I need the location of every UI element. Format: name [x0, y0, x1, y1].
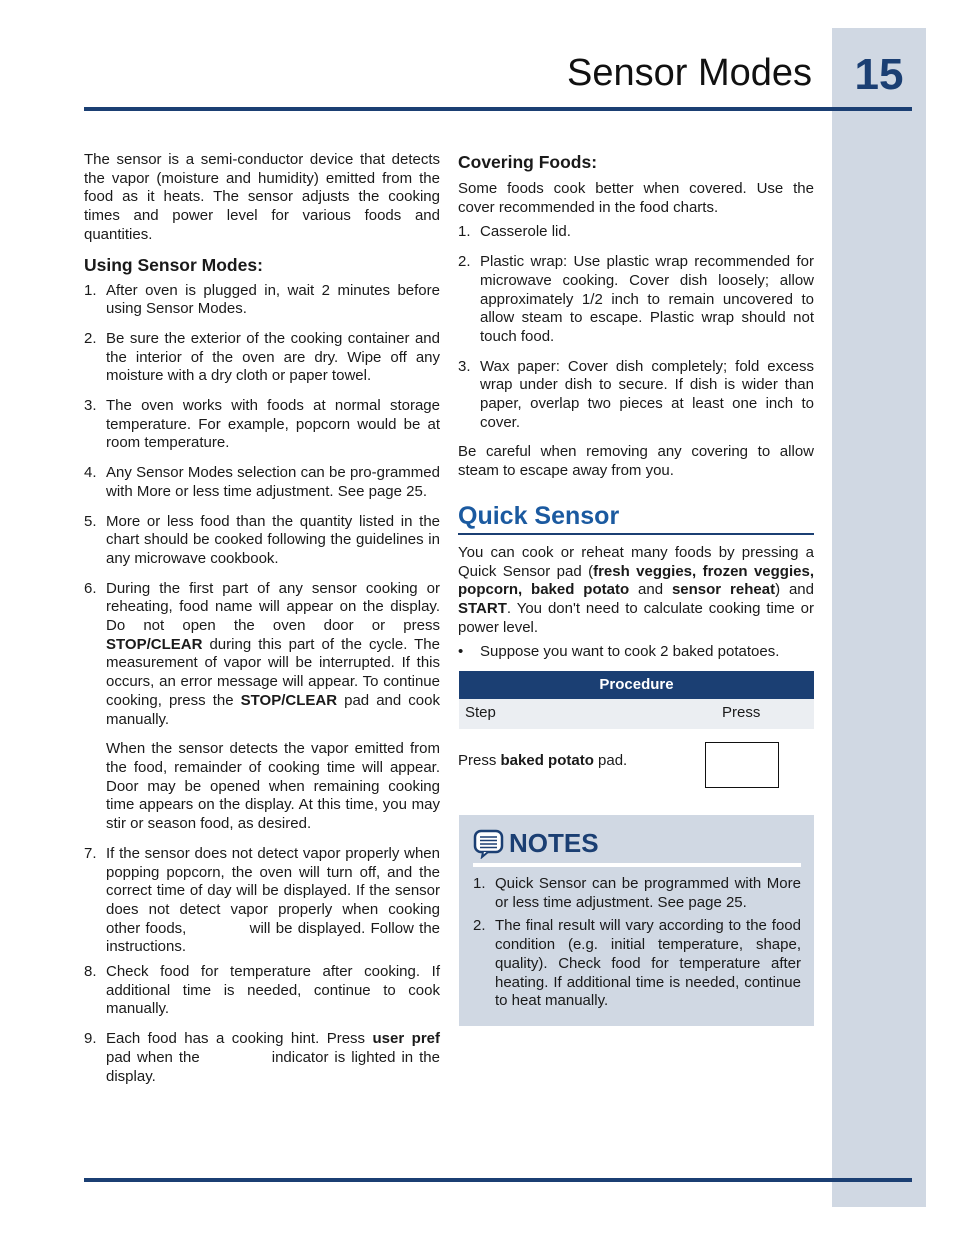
- item-number: 2.: [473, 917, 486, 935]
- procedure-table-header: Procedure: [459, 671, 814, 699]
- item-text: Be sure the exterior of the cooking container and the interior of the oven are dry. Wipe off any moisture with a dry cloth or paper towel.: [106, 329, 440, 385]
- start-label: START: [458, 599, 507, 617]
- text-segment: Each food has a cooking hint. Press: [106, 1030, 373, 1048]
- item-number: 1.: [473, 875, 486, 893]
- item-text: [106, 580, 440, 730]
- page-number: 15: [854, 50, 904, 99]
- text-segment: . You don't need to calculate cooking time or power level.: [458, 599, 814, 636]
- item-text: After oven is plugged in, wait 2 minutes before using Sensor Modes.: [106, 281, 440, 318]
- item-text: More or less food than the quantity listed in the chart should be cooked following the guidelines in any microwave cookbook.: [106, 512, 440, 567]
- item-text: Any Sensor Modes selection can be pro-grammed with More or less time adjustment. See page 25.: [106, 464, 440, 500]
- list-item: [458, 358, 814, 433]
- intro-paragraph: The sensor is a semi-conductor device that detects the vapor (moisture and humidity) emitted from the food as it heats. The sensor adjusts the cooking times and power level for various foods and quantities.: [84, 151, 440, 243]
- quick-sensor-paragraph: [458, 544, 814, 638]
- procedure-step-row: [458, 741, 814, 801]
- item-number: 3.: [84, 397, 97, 415]
- list-item: [84, 580, 440, 730]
- item-number: 9.: [84, 1030, 97, 1048]
- item-text: [106, 1030, 445, 1086]
- item-number: 3.: [458, 357, 471, 375]
- text-segment: and: [629, 581, 672, 599]
- item-text: If the sensor does not detect vapor properly when popping popcorn, the oven will turn off, and the correct time of day will be displayed. If the sensor does not detect vapor properly when cooking other foods, will be displayed. Follow the instructions.: [106, 844, 445, 956]
- item-number: 2.: [84, 329, 97, 347]
- item-text: The final result will vary according to the food condition (e.g. initial temperature, shape, quality). Check food for temperature after heating. If additional time is needed, continue to heat manually.: [495, 917, 801, 1010]
- pad-name: baked potato: [500, 752, 594, 770]
- left-column: [84, 151, 445, 1097]
- item-text: Plastic wrap: Use plastic wrap recommended for microwave cooking. Cover dish loosely; allow approximately 1/2 inch to remain uncovered to allow steam to escape. Plastic wrap should not touch food.: [480, 253, 814, 345]
- list-item: [473, 917, 801, 1011]
- item-text: The oven works with foods at normal storage temperature. For example, popcorn would be at room temperature.: [106, 397, 440, 452]
- item-number: 5.: [84, 512, 97, 530]
- notes-header: [473, 827, 801, 863]
- pad-names: fresh veggies, frozen veggies, popcorn, baked potato: [458, 562, 814, 599]
- item-number: 7.: [84, 844, 97, 862]
- item-number: 1.: [458, 223, 471, 241]
- item-number: 4.: [84, 464, 97, 482]
- notes-icon: [473, 829, 505, 859]
- pad-name: sensor reheat: [671, 581, 776, 599]
- list-item: [84, 397, 440, 453]
- bullet-icon: •: [458, 643, 464, 661]
- item-number: 1.: [84, 281, 97, 299]
- header-divider: [84, 107, 912, 111]
- item-text: When the sensor detects the vapor emitted from the food, remainder of cooking time will appear. Door may be opened when remaining cooking time appears on the display. At this time, you may stir or season food, as desired.: [106, 740, 440, 833]
- text-segment: You can cook or reheat many foods by pressing a Quick Sensor pad (: [458, 543, 814, 580]
- list-item: [84, 1030, 445, 1086]
- notes-heading: NOTES: [509, 828, 599, 859]
- item-text: Quick Sensor can be programmed with More or less time adjustment. See page 25.: [495, 875, 801, 911]
- right-column: [458, 151, 814, 1026]
- covering-intro: Some foods cook better when covered. Use the cover recommended in the food charts.: [458, 180, 814, 216]
- list-item: [84, 513, 440, 569]
- list-item: [458, 253, 814, 347]
- item-number: 2.: [458, 253, 471, 271]
- list-item: [84, 844, 445, 957]
- list-item: [84, 330, 440, 386]
- user-pref-label: user pref: [372, 1030, 440, 1048]
- text-segment: pad and cook manually.: [106, 691, 440, 728]
- stop-clear-label: STOP/CLEAR: [106, 635, 203, 653]
- baked-potato-pad-image: [705, 742, 779, 788]
- list-item: [458, 223, 814, 242]
- list-item: [473, 875, 801, 912]
- procedure-step: [458, 752, 698, 771]
- notes-divider: [473, 863, 801, 867]
- covering-foods-heading: Covering Foods:: [458, 152, 598, 172]
- step-column-header: Step: [465, 704, 496, 722]
- item-text: Wax paper: Cover dish completely; fold excess wrap under dish to secure. If dish is wider than paper, overlap two pieces at least one inch to cover.: [480, 357, 814, 431]
- item-text: Suppose you want to cook 2 baked potatoes.: [480, 643, 780, 661]
- text-segment: During the first part of any sensor cooking or reheating, food name will appear on the display. Do not open the oven door or press: [106, 579, 440, 635]
- text-segment: during this part of the cycle. The measurement of vapor will be interrupted. If this occurs, an error message will appear. To continue cooking, press the: [106, 635, 440, 709]
- text-segment: ) and: [775, 581, 814, 599]
- bullet-item: [458, 643, 814, 662]
- covering-outro: Be careful when removing any covering to allow steam to escape away from you.: [458, 443, 814, 480]
- page-title: Sensor Modes: [566, 52, 812, 94]
- notes-box: [459, 815, 814, 1026]
- list-item-continuation: [84, 740, 440, 834]
- press-column-header: Press: [722, 704, 761, 722]
- item-number: 6.: [84, 579, 97, 597]
- list-item: [84, 963, 440, 1019]
- using-sensor-heading: Using Sensor Modes:: [84, 254, 263, 275]
- procedure-column-row: [459, 699, 814, 729]
- list-item: [84, 464, 440, 501]
- text-segment: pad when the indicator is lighted in the display.: [106, 1030, 445, 1085]
- footer-divider: [84, 1178, 912, 1182]
- page-sidebar: [832, 28, 926, 1207]
- list-item: [84, 282, 440, 319]
- stop-clear-label: STOP/CLEAR: [240, 691, 338, 709]
- item-text: Check food for temperature after cooking. If additional time is needed, continue to cook manually.: [106, 963, 440, 1018]
- quick-sensor-heading: Quick Sensor: [458, 501, 814, 535]
- item-number: 8.: [84, 963, 97, 981]
- text-segment: Press: [458, 752, 501, 770]
- item-text: Casserole lid.: [480, 223, 571, 241]
- text-segment: pad.: [593, 752, 628, 770]
